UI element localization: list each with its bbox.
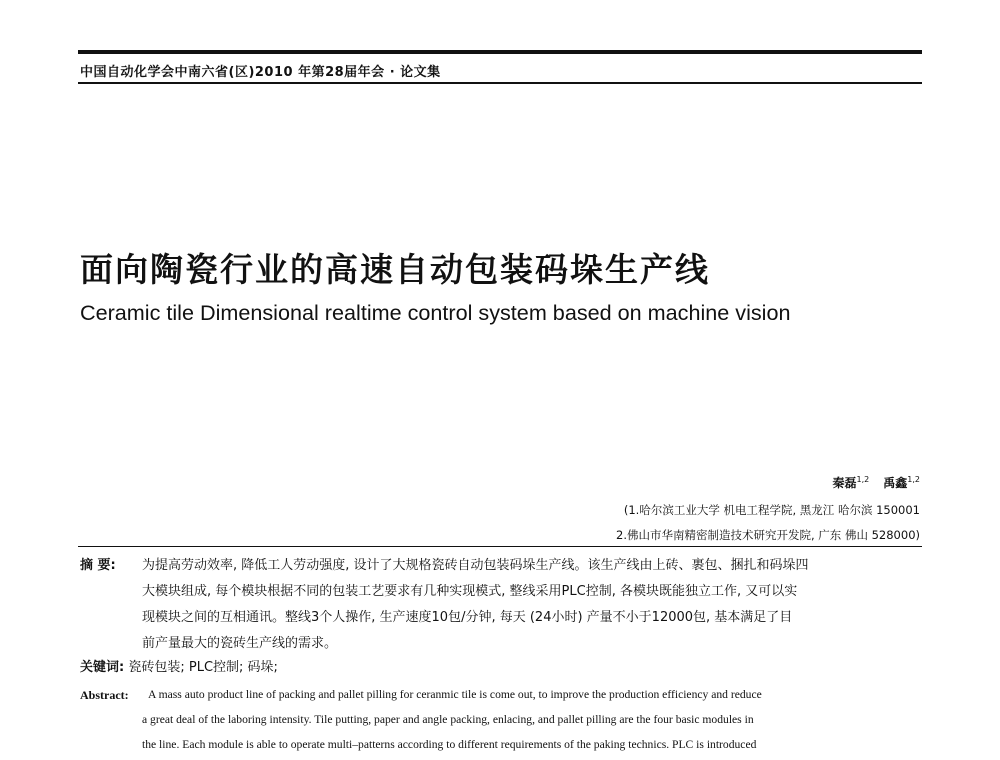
author-name: 秦磊 [832,476,857,490]
author-list [833,474,921,491]
running-head: 中国自动化学会中南六省(区)2010 年第28届年会 · 论文集 [80,65,441,80]
affiliation-line-2: 2.佛山市华南精密制造技术研究开发院, 广东 佛山 528000) [616,528,920,542]
keywords-cn [80,656,278,675]
author-affiliation-mark: 1,2 [907,475,920,484]
abstract-en-line: a great deal of the laboring intensity. Tile putting, paper and angle packing, enlacing, and pallet pilling are the four basic modules in [142,713,754,726]
abstract-cn-line: 现模块之间的互相通讯。整线3个人操作, 生产速度10包/分钟, 每天 (24小时) 产量不小于12000包, 基本满足了目 [142,610,793,625]
abstract-en-line: A mass auto product line of packing and pallet pilling for ceranmic tile is come out, to improve the production efficiency and reduce [148,688,762,701]
abstract-cn-line: 前产量最大的瓷砖生产线的需求。 [142,636,338,651]
author-name: 禹鑫 [883,476,908,490]
header-top-rule [78,50,922,54]
header-bottom-rule [78,82,922,84]
abstract-cn-label: 摘 要: [80,558,116,573]
paper-title-english: Ceramic tile Dimensional realtime control system based on machine vision [80,300,791,325]
affiliation-rule [78,546,922,547]
abstract-en-line: the line. Each module is able to operate multi–patterns according to different requirements of the paking technics. PLC is introduced [142,738,757,751]
keywords-cn-label: 关键词: [80,660,125,675]
abstract-en-label: Abstract: [80,688,129,702]
author-affiliation-mark: 1,2 [856,475,870,484]
keywords-cn-text: 瓷砖包装; PLC控制; 码垛; [128,660,278,675]
paper-title-chinese: 面向陶瓷行业的高速自动包装码垛生产线 [80,250,710,289]
affiliation-line-1: (1.哈尔滨工业大学 机电工程学院, 黑龙江 哈尔滨 150001 [623,503,920,517]
abstract-cn-line: 大模块组成, 每个模块根据不同的包装工艺要求有几种实现模式, 整线采用PLC控制, 各模块既能独立工作, 又可以实 [142,584,798,599]
abstract-cn-line: 为提高劳动效率, 降低工人劳动强度, 设计了大规格瓷砖自动包装码垛生产线。该生产线由上砖、裹包、捆扎和码垛四 [142,558,809,573]
